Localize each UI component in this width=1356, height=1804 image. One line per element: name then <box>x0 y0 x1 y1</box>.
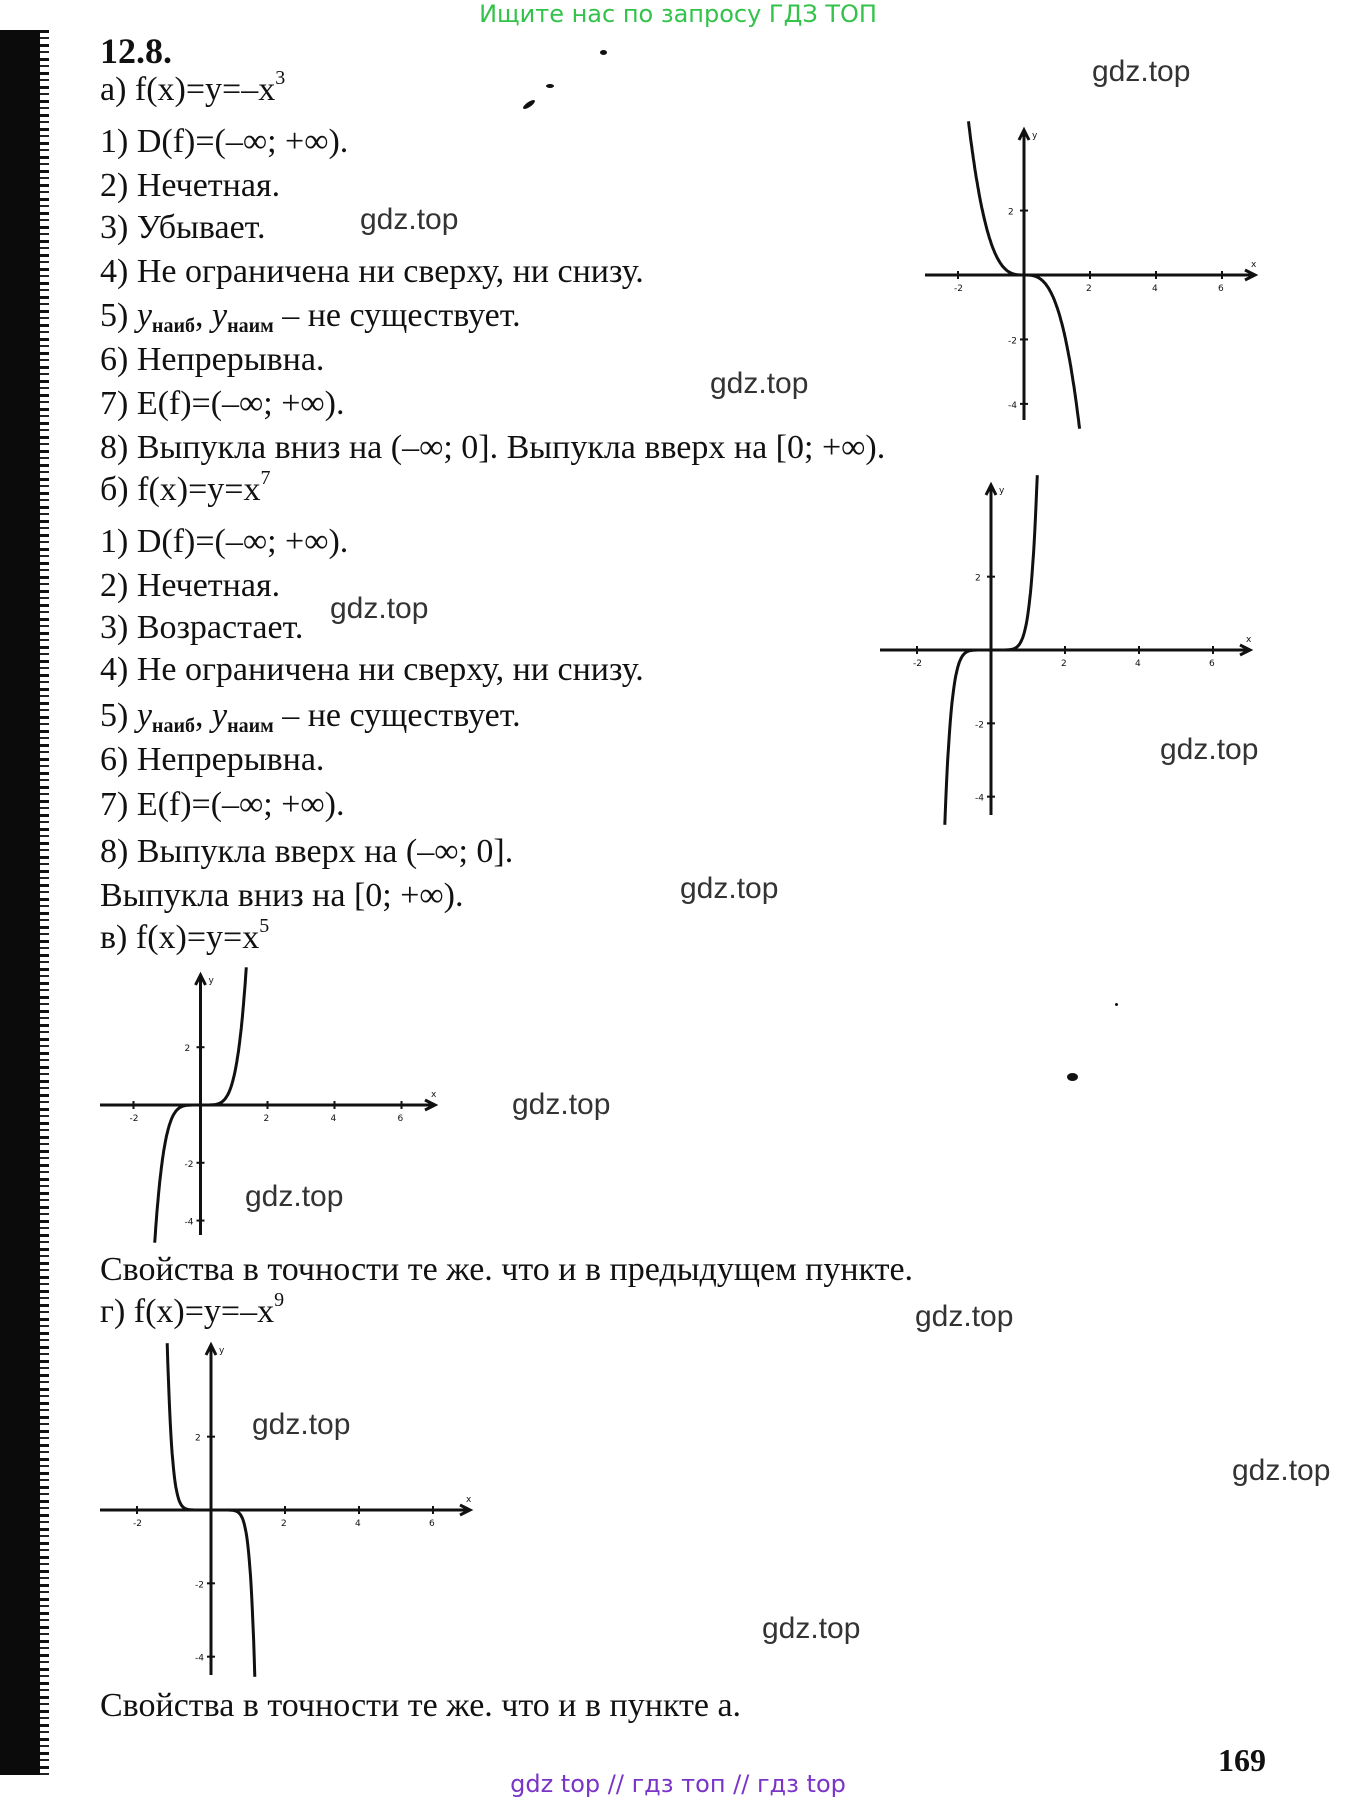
y-axis-label: y <box>999 486 1005 496</box>
x-tick-label: -2 <box>133 1519 142 1529</box>
watermark: gdz.top <box>1092 55 1191 88</box>
y-tick-label: -2 <box>184 1159 194 1170</box>
watermark: gdz.top <box>360 203 459 236</box>
x-tick-label: 4 <box>1152 284 1158 294</box>
x-axis-label: x <box>431 1090 437 1100</box>
y-axis-label: y <box>219 1346 225 1356</box>
x-tick-label: 2 <box>1086 284 1092 294</box>
watermark: gdz.top <box>252 1408 351 1441</box>
watermark: gdz.top <box>1160 733 1259 766</box>
watermark: gdz.top <box>245 1180 344 1213</box>
x-tick-label: -2 <box>129 1114 139 1124</box>
y-tick-label: -4 <box>195 1653 204 1664</box>
part-a-item-8: 8) Выпукла вниз на (–∞; 0]. Выпукла вверх на [0; +∞). <box>100 429 886 466</box>
x-axis-label: x <box>466 1495 472 1505</box>
part-a-item-1: 1) D(f)=(–∞; +∞). <box>100 123 349 160</box>
problem-number: 12.8. <box>100 31 172 71</box>
part-b-item-8-cont: Выпукла вниз на [0; +∞). <box>100 877 464 914</box>
x-tick-label: 6 <box>1209 659 1215 669</box>
x-axis-label: x <box>1251 260 1257 270</box>
part-a-heading: а) $f(x)=y=-x^3$ <box>100 67 286 108</box>
x-tick-label: 4 <box>1135 659 1141 669</box>
x-tick-label: 6 <box>397 1114 404 1124</box>
part-a-item-5: 5) $y_{наиб}$, $y_{наим}$ – не существует. <box>100 297 521 337</box>
watermark: gdz.top <box>762 1612 861 1645</box>
watermark: gdz.top <box>915 1300 1014 1333</box>
x-axis-label: x <box>1246 635 1252 645</box>
part-b-item-6: 6) Непрерывна. <box>100 741 325 778</box>
watermark: gdz.top <box>710 367 809 400</box>
y-tick-label: 2 <box>975 573 981 584</box>
scan-edge <box>0 30 40 1775</box>
graph-neg-x9 <box>100 1345 470 1675</box>
footer-links[interactable]: gdz top // гдз топ // гдз top <box>510 1770 846 1798</box>
y-tick-label: 2 <box>195 1433 201 1444</box>
part-b-item-3: 3) Возрастает. <box>100 609 304 646</box>
x-tick-label: 2 <box>281 1519 287 1529</box>
part-d-heading: г) $f(x)=y=-x^9$ <box>100 1289 285 1330</box>
watermark: gdz.top <box>330 592 429 625</box>
x-tick-label: 4 <box>330 1114 337 1124</box>
y-axis-label: y <box>208 976 214 986</box>
watermark: gdz.top <box>680 872 779 905</box>
scan-speck <box>600 50 607 55</box>
watermark: gdz.top <box>1232 1454 1331 1487</box>
y-tick-label: -2 <box>195 1580 204 1591</box>
part-c-note: Свойства в точности те же. что и в предыдущем пункте. <box>100 1251 914 1288</box>
y-tick-label: -2 <box>1008 336 1017 347</box>
header-link[interactable]: Ищите нас по запросу ГДЗ ТОП <box>479 0 877 28</box>
graph-neg-x3 <box>925 130 1255 420</box>
x-tick-label: 6 <box>429 1519 435 1529</box>
y-axis-label: y <box>1032 131 1038 141</box>
x-tick-label: 2 <box>263 1114 270 1124</box>
x-tick-label: 2 <box>1061 659 1067 669</box>
watermark: gdz.top <box>512 1088 611 1121</box>
scan-speck <box>546 84 554 88</box>
y-tick-label: -4 <box>184 1217 194 1228</box>
scan-speck <box>1115 1003 1118 1006</box>
y-tick-label: 2 <box>1008 207 1014 218</box>
y-tick-label: -4 <box>975 793 984 804</box>
part-b-item-4: 4) Не ограничена ни сверху, ни снизу. <box>100 651 644 688</box>
part-b-item-5: 5) $y_{наиб}$, $y_{наим}$ – не существует. <box>100 697 521 737</box>
part-a-item-2: 2) Нечетная. <box>100 167 281 204</box>
scan-speck <box>522 98 536 110</box>
part-a-item-7: 7) E(f)=(–∞; +∞). <box>100 385 345 422</box>
part-b-item-2: 2) Нечетная. <box>100 567 281 604</box>
part-b-item-8: 8) Выпукла вверх на (–∞; 0]. <box>100 833 514 870</box>
part-c-heading: в) $f(x)=y=x^5$ <box>100 915 270 956</box>
x-tick-label: -2 <box>954 284 963 294</box>
x-tick-label: -2 <box>913 659 922 669</box>
scan-speck <box>1067 1073 1078 1081</box>
y-tick-label: 2 <box>184 1044 191 1055</box>
part-b-item-7: 7) E(f)=(–∞; +∞). <box>100 786 345 823</box>
part-a-item-3: 3) Убывает. <box>100 209 266 246</box>
x-tick-label: 4 <box>355 1519 361 1529</box>
x-tick-label: 6 <box>1218 284 1224 294</box>
part-b-heading: б) $f(x)=y=x^7$ <box>100 467 271 508</box>
part-d-note: Свойства в точности те же. что и в пункте а. <box>100 1687 742 1724</box>
y-tick-label: -4 <box>1008 400 1017 411</box>
page-number: 169 <box>1218 1742 1266 1778</box>
part-b-item-1: 1) D(f)=(–∞; +∞). <box>100 523 349 560</box>
y-tick-label: -2 <box>975 720 984 731</box>
part-a-item-6: 6) Непрерывна. <box>100 341 325 378</box>
part-a-item-4: 4) Не ограничена ни сверху, ни снизу. <box>100 253 644 290</box>
